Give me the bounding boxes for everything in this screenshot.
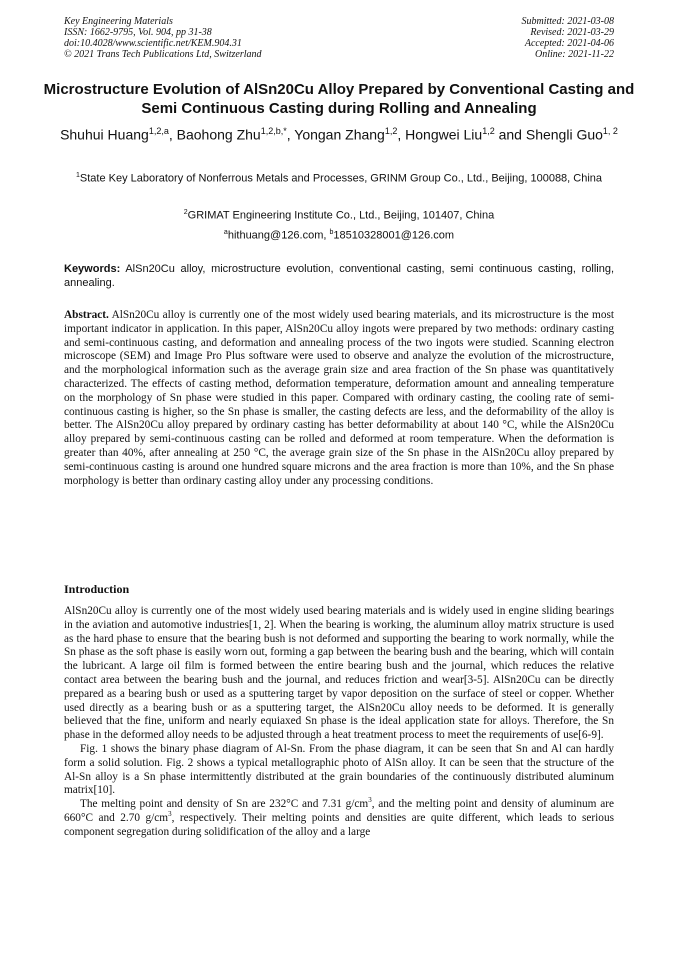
- author-name: Baohong Zhu: [176, 126, 261, 143]
- author-separator: and: [494, 126, 526, 143]
- intro-paragraph-1: AlSn20Cu alloy is currently one of the most widely used bearing materials and is widely used in engine sliding bearings in the aviation and automotive industries[1, 2]. When the bearing is working, the aluminum alloy matrix structure is used as the hard phase to ensure that the bearing bush is not deformed and supporting the bearing to work normally, while the Sn phase as the soft phase is easily worn out, forming a gap between the bearing bush and the bearing, which will contain the lubricant. A large oil film is formed between the entire bearing bush and the journal, which reduces the relative contact area between the bearing bush and the journal, and reduces friction and wear[3-5]. AlSn20Cu can be directly prepared as a bearing bush or used as a sputtering target by vapor deposition on the surface of steel or copper. Whether used directly as a bearing bush or as a sputtering target, the AlSn20Cu alloy needs to be deformed. It is generally believed that the fine, uniform and nearly equiaxed Sn phase is the ideal application state for alloys. Therefore, the Sn phase in the deformed alloy needs to be adjusted through a heat treatment process to meet the requirements of use[6-9].: [64, 605, 614, 742]
- author-name: Hongwei Liu: [405, 126, 483, 143]
- journal-issn: ISSN: 1662-9795, Vol. 904, pp 31-38: [64, 27, 212, 38]
- author-emails: $^a$hithuang@126.com, $^b$18510328001@126.com: [223, 229, 455, 242]
- abstract-label: Abstract.: [64, 309, 109, 321]
- online-date: Online: 2021-11-22: [535, 49, 614, 60]
- author-affil-sup: 1,2,a: [148, 126, 169, 136]
- journal-name: Key Engineering Materials: [64, 16, 173, 27]
- intro-paragraph-3: The melting point and density of Sn are 232°C and 7.31 $g/cm^3$, and the melting point and density of aluminum are 660°C and 2.70 $g/cm^3$, respectively. Their melting points and densities are quite different, which leads to serious component segregation during solidification of the alloy and a large: [64, 796, 615, 838]
- author-affil-sup: 1,2,b,*: [260, 126, 287, 136]
- submitted-date: Submitted: 2021-03-08: [521, 16, 614, 27]
- author-separator: ,: [286, 126, 295, 143]
- author-name: Shengli Guo: [525, 126, 603, 143]
- author-separator: ,: [397, 126, 406, 143]
- affiliation-2: $^2$GRIMAT Engineering Institute Co., Ltd., Beijing, 101407, China: [183, 209, 495, 222]
- journal-doi: doi:10.4028/www.scientific.net/KEM.904.31: [64, 38, 242, 49]
- author-affil-sup: 1,2: [482, 126, 495, 136]
- author-name: Shuhui Huang: [60, 126, 149, 143]
- keywords: [64, 262, 614, 290]
- submission-dates: [522, 16, 615, 60]
- author-name: Yongan Zhang: [294, 126, 385, 143]
- journal-info: [64, 16, 262, 60]
- keywords-text: AlSn20Cu alloy, microstructure evolution, conventional casting, semi continuous casting, rolling, annealing.: [64, 263, 614, 289]
- accepted-date: Accepted: 2021-04-06: [524, 38, 614, 49]
- revised-date: Revised: 2021-03-29: [530, 27, 614, 38]
- email-link-b[interactable]: 18510328001@126.com: [333, 229, 455, 242]
- introduction-body: [64, 605, 614, 840]
- intro-paragraph-2: Fig. 1 shows the binary phase diagram of Al-Sn. From the phase diagram, it can be seen that Sn and Al can hardly form a solid solution. Fig. 2 shows a typical metallographic photo of AlSn alloy. It can be seen that the structure of the Al-Sn alloy is a Sn phase intermittently distributed at the grain boundaries of the continuously distributed aluminum matrix[10].: [64, 742, 614, 797]
- abstract-text: AlSn20Cu alloy is currently one of the most widely used bearing materials, and its microstructure is the most important indicator in application. In this paper, AlSn20Cu alloy ingots were prepared by two methods: ordinary casting and semi-continuous casting, and deformation and annealing process of the two ingots were studied. Scanning electron microscope (SEM) and Image Pro Plus software were used to observe and analyze the evolution of the microstructure, and the morphological information such as the average grain size and area fraction of the Sn phase was quantitatively characterized. The effects of casting method, deformation temperature, deformation amount and annealing temperature on the morphology of Sn phase were studied in this paper. Compared with ordinary casting, the cooling rate of semi-continuous casting is higher, so the Sn phase is smaller, the casting defects are less, and the deformability of the alloy is better. The AlSn20Cu alloy prepared by ordinary casting has better deformability at about 140 °C, while the AlSn20Cu alloy prepared by semi-continuous casting can be rolled and deformed at room temperature. When the deformation is greater than 40%, after annealing at 250 °C, the average grain size of the Sn phase in the AlSn20Cu alloy prepared by semi-continuous casting is around one hundred square microns and the area fraction is more than 10%, and the Sn phase morphology is better than ordinary casting alloy under any processing conditions.: [64, 309, 614, 487]
- author-affil-sup: 1,2: [384, 126, 398, 136]
- author-affil-sup: 1, 2: [602, 126, 618, 136]
- author-list: [40, 122, 638, 145]
- journal-copyright: © 2021 Trans Tech Publications Ltd, Switzerland: [64, 49, 262, 60]
- author-separator: ,: [168, 126, 177, 143]
- email-link-a[interactable]: hithuang@126.com,: [227, 229, 327, 242]
- paper-title: Microstructure Evolution of AlSn20Cu Alloy Prepared by Conventional Casting and Semi Continuous Casting during Rolling and Annealing: [43, 81, 635, 117]
- keywords-label: Keywords:: [64, 263, 121, 275]
- abstract: [64, 309, 614, 488]
- affiliation-1: $^1$State Key Laboratory of Nonferrous Metals and Processes, GRINM Group Co., Ltd., Beijing, 100088, China: [75, 172, 603, 185]
- section-heading-introduction: Introduction: [64, 582, 130, 596]
